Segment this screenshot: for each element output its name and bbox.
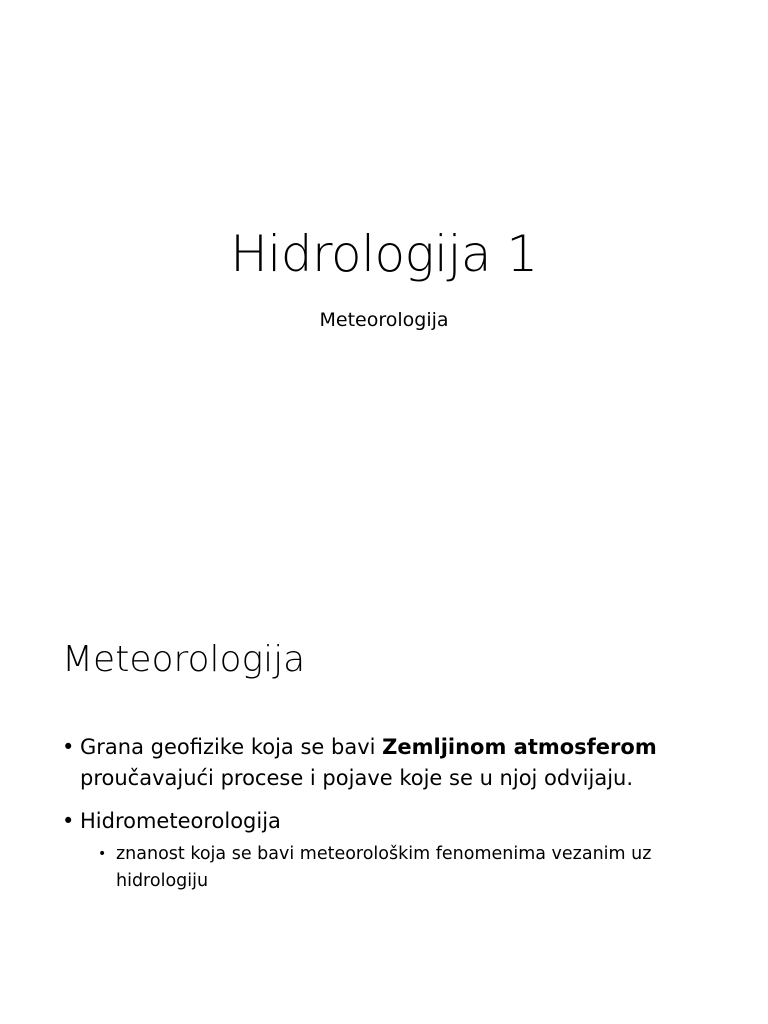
content-slide (0, 590, 768, 1022)
sub-bullet-list (80, 841, 722, 895)
title-slide (0, 158, 768, 590)
bullet-bold-text: Zemljinom atmosferom (382, 735, 657, 759)
bullet-list (62, 732, 722, 907)
bullet-text: proučavajući procese i pojave koje se u njoj odvijaju. (80, 766, 634, 790)
bullet-text: Grana geofizike koja se bavi (80, 735, 383, 759)
bullet-item-hydrometeorology (62, 806, 722, 895)
presentation-title: Hidrologija 1 (230, 225, 538, 283)
bullet-item-definition (62, 732, 722, 794)
slide-title: Meteorologija (62, 639, 306, 680)
bullet-text: Hidrometeorologija (80, 809, 281, 833)
sub-bullet-item: • znanost koja se bavi meteorološkim fenomenima vezanim uz hidrologiju (80, 841, 656, 895)
presentation-subtitle: Meteorologija (319, 309, 449, 331)
